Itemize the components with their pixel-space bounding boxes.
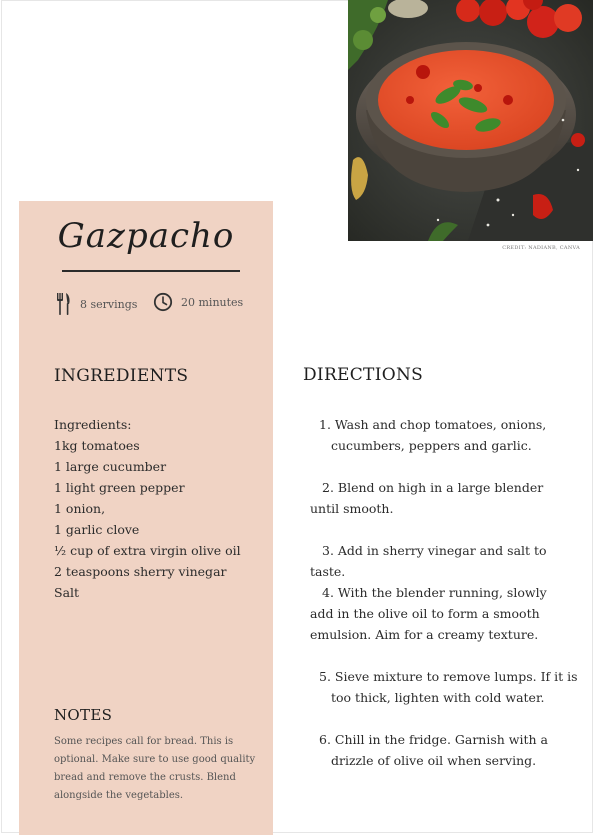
ingredients-heading: INGREDIENTS [54, 366, 189, 386]
direction-step: 2. Blend on high in a large blender until smooth. [310, 480, 544, 516]
servings-info [56, 292, 137, 316]
ingredients-list [54, 414, 269, 603]
ingredient-item: 1 large cucumber [54, 459, 167, 474]
ingredient-item: Salt [54, 585, 80, 600]
ingredient-item: ½ cup of extra virgin olive oil [54, 543, 241, 558]
clock-icon [153, 292, 173, 312]
direction-step: 5. Sieve mixture to remove lumps. If it is too thick, lighten with cold water. [319, 669, 578, 705]
time-label: 20 minutes [181, 295, 244, 309]
recipe-title: Gazpacho [57, 216, 235, 256]
ingredient-item: 1 light green pepper [54, 480, 185, 495]
direction-step: 6. Chill in the fridge. Garnish with a drizzle of olive oil when serving. [319, 732, 548, 768]
gazpacho-photo [348, 0, 593, 241]
title-divider [62, 270, 240, 272]
notes-heading: NOTES [54, 706, 113, 724]
direction-step: 4. With the blender running, slowly add in the olive oil to form a smooth emulsion. Aim for a creamy texture. [310, 585, 547, 642]
notes-text: Some recipes call for bread. This is optional. Make sure to use good quality bread and remove the crusts. Blend alongside the vegetables. [54, 736, 256, 801]
servings-label: 8 servings [80, 297, 138, 311]
direction-step: 1. Wash and chop tomatoes, onions, cucumbers, peppers and garlic. [319, 417, 547, 453]
time-info [153, 292, 243, 312]
ingredient-item: 1kg tomatoes [54, 438, 140, 453]
ingredient-item: 1 onion, [54, 501, 106, 516]
ingredient-item: 2 teaspoons sherry vinegar [54, 564, 227, 579]
ingredient-item: 1 garlic clove [54, 522, 140, 537]
photo-credit: CREDIT: NADIANB, CANVA [502, 245, 580, 251]
ingredient-item: Ingredients: [54, 417, 132, 432]
directions-heading: DIRECTIONS [303, 365, 424, 385]
fork-knife-icon [56, 292, 72, 316]
direction-step: 3. Add in sherry vinegar and salt to taste. [310, 543, 547, 579]
